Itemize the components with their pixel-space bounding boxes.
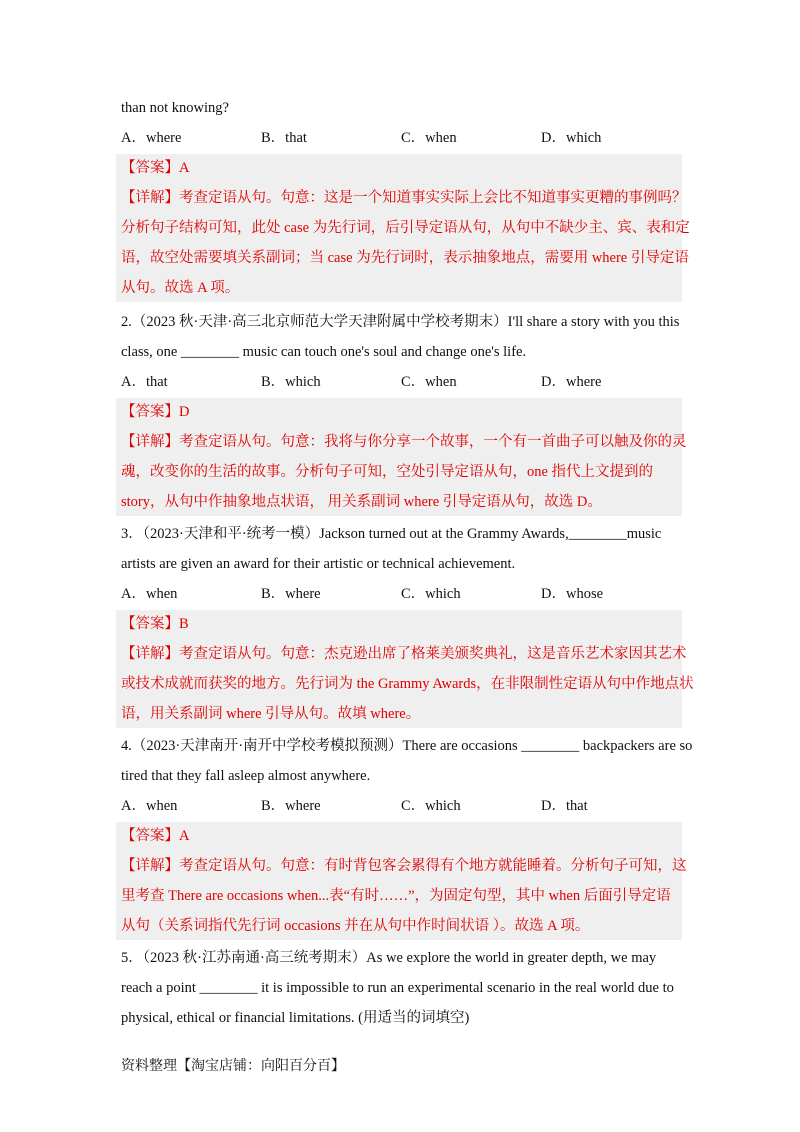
q1-options	[121, 128, 681, 148]
q3-answer-box	[116, 610, 694, 728]
q2-option-d: D．where	[541, 374, 602, 390]
q3-option-d: D．whose	[541, 586, 604, 602]
q4-detail-line-2: 里考查 There are occasions when...表“有时……”，为固定句型，其中 when 后面引导定语	[121, 888, 671, 904]
q4-stem-line-1: 4.（2023·天津南开·南开中学校考模拟预测）There are occasions ________ backpackers are so	[121, 738, 693, 754]
q5-stem-line-1: 5．（2023 秋·江苏南通·高三统考期末）As we explore the world in greater depth, we may	[121, 950, 657, 966]
q3-option-c: C．which	[401, 586, 461, 602]
q1-detail-line-3: 语，故空处需要填关系副词；当 case 为先行词时，表示抽象地点，需要用 where 引导定语	[121, 250, 689, 266]
q1-detail-line-4: 从句。故选 A 项。	[121, 280, 240, 296]
q1-detail-line-2: 分析句子结构可知，此处 case 为先行词，后引导定语从句，从句中不缺少主、宾、表和定	[121, 220, 690, 236]
q4-option-a: A．when	[121, 798, 178, 814]
q3-option-a: A．when	[121, 586, 178, 602]
q5-stem-line-3: physical, ethical or financial limitations. (用适当的词填空)	[121, 1010, 470, 1026]
q2-stem-line-2: class, one ________ music can touch one's soul and change one's life.	[121, 344, 527, 360]
q3-detail-line-1: 【详解】考查定语从句。句意：杰克逊出席了格莱美颁奖典礼，这是音乐艺术家因其艺术	[121, 646, 687, 662]
q2-answer: 【答案】D	[121, 404, 190, 420]
q3-options	[121, 584, 681, 604]
q4-answer-box	[116, 822, 687, 940]
q1-option-d: D．which	[541, 130, 602, 146]
q1-answer: 【答案】A	[121, 160, 190, 176]
q2-detail-line-2: 魂，改变你的生活的故事。分析句子可知，空处引导定语从句，one 指代上文提到的	[121, 464, 654, 480]
q1-option-b: B．that	[261, 130, 307, 146]
q4-option-d: D．that	[541, 798, 588, 814]
q2-stem-line-1: 2.（2023 秋·天津·高三北京师范大学天津附属中学校考期末）I'll share a story with you this	[121, 314, 680, 330]
q3-detail-line-2: 或技术成就而获奖的地方。先行词为 the Grammy Awards，在非限制性定语从句中作地点状	[121, 676, 694, 692]
q4-option-b: B．where	[261, 798, 321, 814]
q2-answer-box	[116, 398, 687, 516]
q3-option-b: B．where	[261, 586, 321, 602]
q5-stem-line-2: reach a point ________ it is impossible to run an experimental scenario in the real world due to	[121, 980, 674, 996]
q1-detail-line-1: 【详解】考查定语从句。句意：这是一个知道事实实际上会比不知道事实更糟的事例吗？	[121, 190, 687, 206]
q1-answer-box	[116, 154, 690, 302]
q4-stem-line-2: tired that they fall asleep almost anywhere.	[121, 768, 371, 784]
q4-detail-line-1: 【详解】考查定语从句。句意：有时背包客会累得有个地方就能睡着。分析句子可知，这	[121, 858, 687, 874]
page-footer: 资料整理【淘宝店铺：向阳百分百】	[121, 1059, 345, 1074]
q4-option-c: C．which	[401, 798, 461, 814]
q3-stem-line-2: artists are given an award for their artistic or technical achievement.	[121, 556, 516, 572]
q4-answer: 【答案】A	[121, 828, 190, 844]
q2-option-a: A．that	[121, 374, 168, 390]
q3-detail-line-3: 语，用关系副词 where 引导从句。故填 where。	[121, 706, 421, 722]
q1-option-c: C．when	[401, 130, 457, 146]
q4-detail-line-3: 从句（关系词指代先行词 occasions 并在从句中作时间状语 ）。故选 A 项。	[121, 918, 590, 934]
q3-stem-line-1: 3．（2023·天津和平·统考一模）Jackson turned out at the Grammy Awards,________music	[121, 526, 662, 542]
q1-stem-tail: than not knowing?	[121, 100, 229, 116]
q2-option-c: C．when	[401, 374, 457, 390]
q2-detail-line-1: 【详解】考查定语从句。句意：我将与你分享一个故事，一个有一首曲子可以触及你的灵	[121, 434, 687, 450]
q3-answer: 【答案】B	[121, 616, 189, 632]
q2-option-b: B．which	[261, 374, 321, 390]
q2-options	[121, 372, 681, 392]
q2-detail-line-3: story，从句中作抽象地点状语， 用关系副词 where 引导定语从句，故选 D。	[121, 494, 602, 510]
q1-option-a: A．where	[121, 130, 182, 146]
q4-options	[121, 796, 681, 816]
